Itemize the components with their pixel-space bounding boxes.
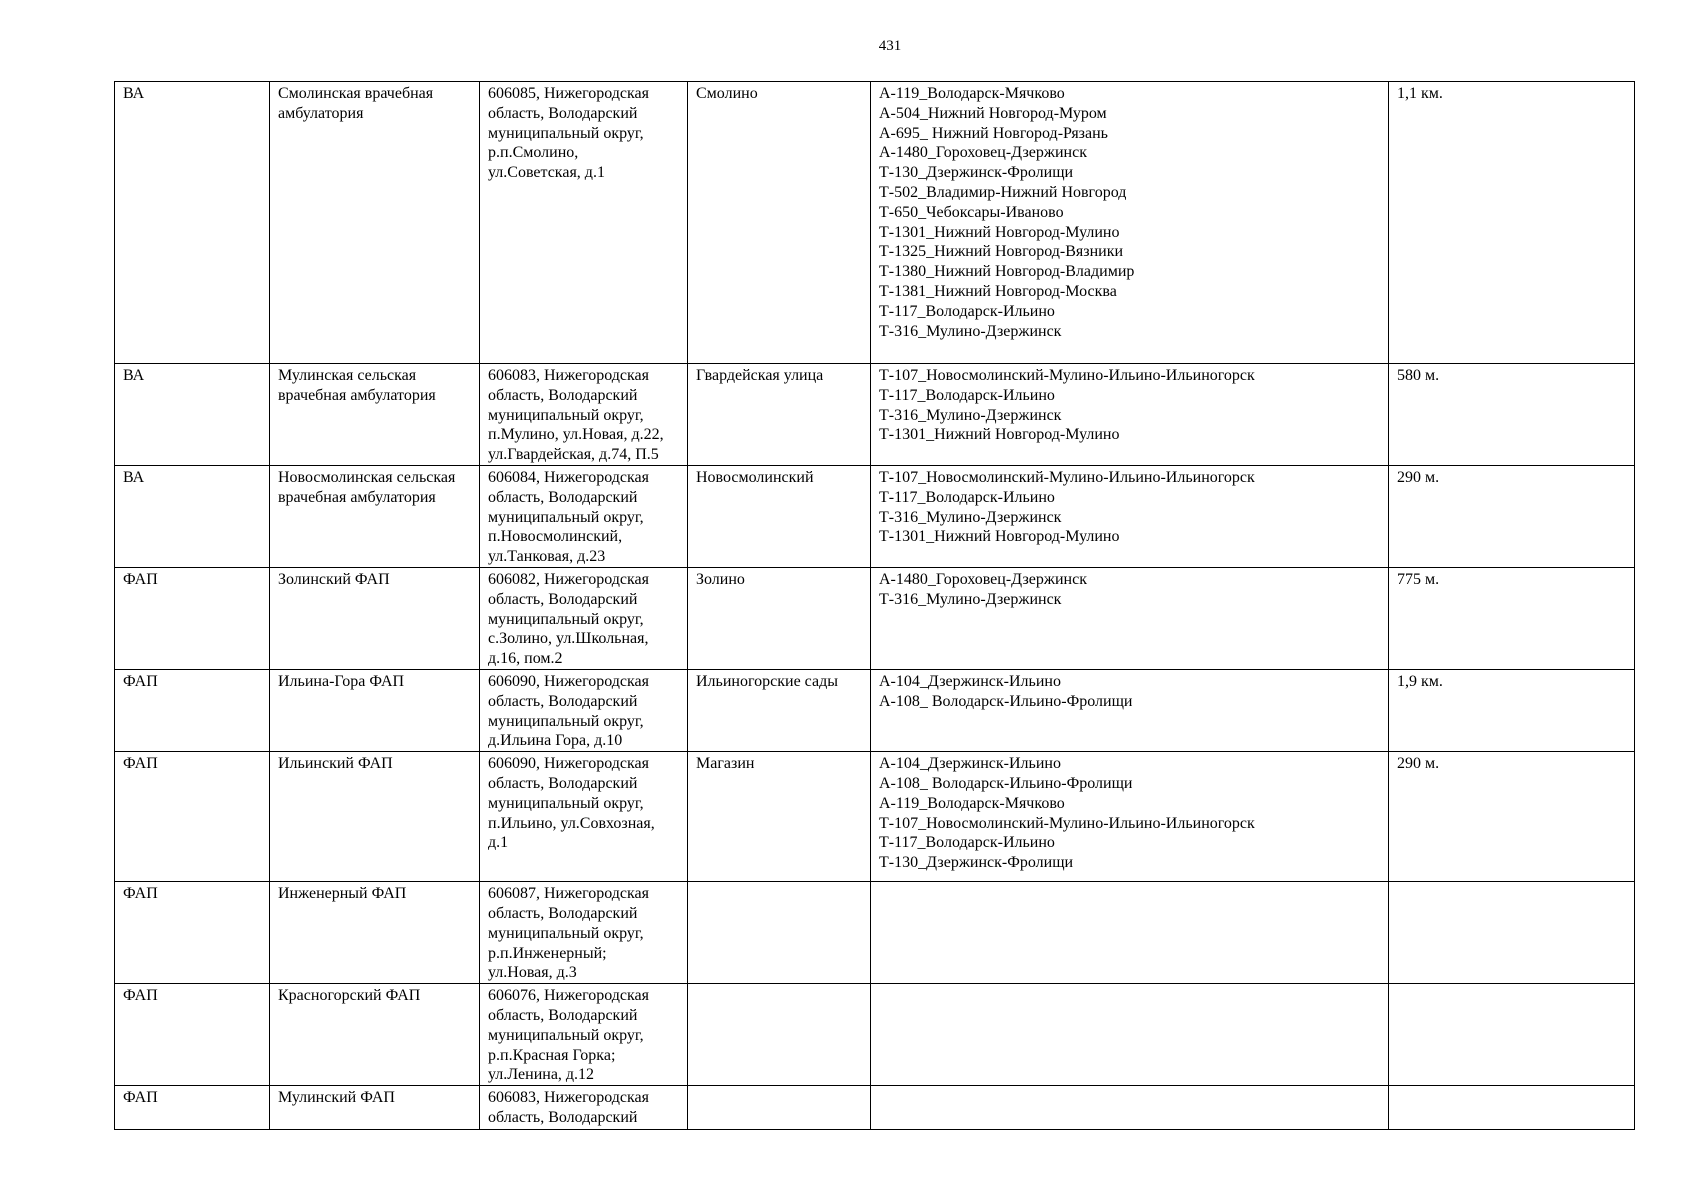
facility-type: ФАП <box>123 672 158 690</box>
facility-name-cell <box>270 752 480 882</box>
route-line: А-104_Дзержинск-Ильино <box>879 755 1061 773</box>
facility-type: ФАП <box>123 1089 158 1107</box>
bus-stop-name: Смолино <box>696 85 758 102</box>
address-line: п.Новосмолинский, <box>488 528 623 546</box>
route-line: Т-502_Владимир-Нижний Новгород <box>879 183 1127 201</box>
facility-type: ФАП <box>123 755 158 773</box>
distance-cell <box>1389 882 1635 984</box>
routes-cell <box>871 984 1389 1086</box>
distance-value: 775 м. <box>1397 570 1440 588</box>
facility-type: ФАП <box>123 885 158 903</box>
routes-cell <box>871 567 1389 669</box>
distance-cell <box>1389 82 1635 364</box>
facility-type-cell <box>115 752 270 882</box>
facility-name-line: Красногорский ФАП <box>278 987 421 1005</box>
address-line: муниципальный округ, <box>488 508 644 526</box>
address-line: с.Золино, ул.Школьная, <box>488 630 649 648</box>
distance-value: 1,1 км. <box>1397 85 1443 102</box>
bus-stop-name: Новосмолинский <box>696 468 814 486</box>
bus-stop-cell <box>688 1086 871 1130</box>
route-line: Т-117_Володарск-Ильино <box>879 302 1055 320</box>
table-row <box>115 752 1635 882</box>
facility-type-cell <box>115 567 270 669</box>
facility-name-line: Новосмолинская сельская <box>278 468 456 486</box>
facility-name-line: врачебная амбулатория <box>278 386 436 404</box>
table-row <box>115 82 1635 364</box>
facility-type-cell <box>115 669 270 751</box>
address-line: область, Володарский <box>488 488 638 506</box>
facility-name-line: Ильинский ФАП <box>278 755 393 773</box>
route-line: А-504_Нижний Новгород-Муром <box>879 104 1107 122</box>
address-line: 606090, Нижегородская <box>488 755 649 773</box>
bus-stop-cell <box>688 882 871 984</box>
facility-name-cell <box>270 465 480 567</box>
facility-address-cell <box>480 567 688 669</box>
routes-cell <box>871 1086 1389 1130</box>
route-line: А-119_Володарск-Мячково <box>879 85 1065 102</box>
bus-stop-cell <box>688 669 871 751</box>
address-line: 606090, Нижегородская <box>488 672 649 690</box>
address-line: муниципальный округ, <box>488 924 644 942</box>
facility-type: ФАП <box>123 987 158 1005</box>
route-line: Т-117_Володарск-Ильино <box>879 488 1055 506</box>
address-line: область, Володарский <box>488 774 638 792</box>
route-line: А-108_ Володарск-Ильино-Фролищи <box>879 692 1133 710</box>
routes-cell <box>871 465 1389 567</box>
distance-value: 290 м. <box>1397 468 1440 486</box>
facility-address-cell <box>480 1086 688 1130</box>
address-line: 606082, Нижегородская <box>488 570 649 588</box>
address-line: область, Володарский <box>488 1108 638 1126</box>
address-line: область, Володарский <box>488 386 638 404</box>
address-line: д.1 <box>488 834 509 852</box>
facility-type: ВА <box>123 468 145 486</box>
distance-value: 580 м. <box>1397 367 1440 384</box>
address-line: д.16, пом.2 <box>488 650 563 668</box>
facility-address-cell <box>480 82 688 364</box>
routes-cell <box>871 752 1389 882</box>
address-line: муниципальный округ, <box>488 712 644 730</box>
route-line: А-108_ Володарск-Ильино-Фролищи <box>879 774 1133 792</box>
address-line: область, Володарский <box>488 904 638 922</box>
bus-stop-cell <box>688 752 871 882</box>
facility-address-cell <box>480 669 688 751</box>
address-line: р.п.Красная Горка; <box>488 1046 616 1064</box>
facility-address-cell <box>480 465 688 567</box>
table-row <box>115 364 1635 466</box>
address-line: область, Володарский <box>488 590 638 608</box>
facility-address-cell <box>480 882 688 984</box>
route-line: Т-117_Володарск-Ильино <box>879 386 1055 404</box>
facility-type: ФАП <box>123 570 158 588</box>
page-number: 431 <box>878 38 902 54</box>
address-line: ул.Ленина, д.12 <box>488 1066 595 1084</box>
facility-type: ВА <box>123 367 145 384</box>
address-line: 606087, Нижегородская <box>488 885 649 903</box>
route-line: Т-107_Новосмолинский-Мулино-Ильино-Ильиногорск <box>879 468 1255 486</box>
route-line: Т-316_Мулино-Дзержинск <box>879 406 1062 424</box>
facility-type-cell <box>115 1086 270 1130</box>
route-line: Т-650_Чебоксары-Иваново <box>879 203 1064 221</box>
bus-stop-cell <box>688 984 871 1086</box>
routes-cell <box>871 82 1389 364</box>
address-line: 606083, Нижегородская <box>488 1089 649 1107</box>
facility-name-line: врачебная амбулатория <box>278 488 436 506</box>
route-line: Т-107_Новосмолинский-Мулино-Ильино-Ильиногорск <box>879 367 1255 384</box>
facility-name-line: Инженерный ФАП <box>278 885 407 903</box>
address-line: ул.Гвардейская, д.74, П.5 <box>488 446 659 464</box>
facility-type: ВА <box>123 85 145 102</box>
facility-name-cell <box>270 567 480 669</box>
bus-stop-cell <box>688 364 871 466</box>
address-line: 606076, Нижегородская <box>488 987 649 1005</box>
address-line: д.Ильина Гора, д.10 <box>488 732 623 750</box>
route-line: Т-1301_Нижний Новгород-Мулино <box>879 528 1120 546</box>
address-line: ул.Новая, д.3 <box>488 964 577 982</box>
route-line: Т-1325_Нижний Новгород-Вязники <box>879 243 1124 261</box>
facility-name-line: Мулинская сельская <box>278 367 417 384</box>
address-line: п.Мулино, ул.Новая, д.22, <box>488 426 664 444</box>
routes-cell <box>871 669 1389 751</box>
facility-name-line: Ильина-Гора ФАП <box>278 672 405 690</box>
bus-stop-cell <box>688 82 871 364</box>
route-line: А-1480_Гороховец-Дзержинск <box>879 570 1087 588</box>
facility-name-cell <box>270 364 480 466</box>
facilities-table <box>114 81 1635 1130</box>
table-row <box>115 882 1635 984</box>
distance-cell <box>1389 465 1635 567</box>
address-line: муниципальный округ, <box>488 1026 644 1044</box>
facility-type-cell <box>115 364 270 466</box>
address-line: область, Володарский <box>488 104 638 122</box>
facility-name-cell <box>270 1086 480 1130</box>
address-line: ул.Танковая, д.23 <box>488 548 606 566</box>
route-line: Т-130_Дзержинск-Фролищи <box>879 854 1074 872</box>
facility-name-cell <box>270 984 480 1086</box>
facility-type-cell <box>115 984 270 1086</box>
facility-name-cell <box>270 669 480 751</box>
address-line: 606085, Нижегородская <box>488 85 649 102</box>
address-line: область, Володарский <box>488 1006 638 1024</box>
table-row <box>115 465 1635 567</box>
facility-address-cell <box>480 984 688 1086</box>
bus-stop-name: Гвардейская улица <box>696 367 824 384</box>
facility-type-cell <box>115 82 270 364</box>
route-line: Т-117_Володарск-Ильино <box>879 834 1055 852</box>
facility-name-line: Смолинская врачебная <box>278 85 434 102</box>
facility-name-line: Мулинский ФАП <box>278 1089 395 1107</box>
routes-cell <box>871 364 1389 466</box>
address-line: 606084, Нижегородская <box>488 468 649 486</box>
bus-stop-name: Ильиногорские сады <box>696 672 838 690</box>
facility-type-cell <box>115 882 270 984</box>
distance-cell <box>1389 669 1635 751</box>
route-line: Т-130_Дзержинск-Фролищи <box>879 164 1074 182</box>
route-line: Т-107_Новосмолинский-Мулино-Ильино-Ильиногорск <box>879 814 1255 832</box>
routes-cell <box>871 882 1389 984</box>
address-line: п.Ильино, ул.Совхозная, <box>488 814 655 832</box>
route-line: Т-1301_Нижний Новгород-Мулино <box>879 426 1120 444</box>
facility-address-cell <box>480 364 688 466</box>
route-line: А-1480_Гороховец-Дзержинск <box>879 144 1087 162</box>
table-row <box>115 567 1635 669</box>
route-line: Т-316_Мулино-Дзержинск <box>879 590 1062 608</box>
route-line: Т-1381_Нижний Новгород-Москва <box>879 282 1117 300</box>
route-line: Т-1380_Нижний Новгород-Владимир <box>879 263 1135 281</box>
address-line: муниципальный округ, <box>488 794 644 812</box>
address-line: р.п.Смолино, <box>488 144 579 162</box>
facility-name-cell <box>270 82 480 364</box>
address-line: р.п.Инженерный; <box>488 944 607 962</box>
route-line: Т-316_Мулино-Дзержинск <box>879 322 1062 340</box>
bus-stop-cell <box>688 567 871 669</box>
address-line: 606083, Нижегородская <box>488 367 649 384</box>
distance-cell <box>1389 1086 1635 1130</box>
distance-cell <box>1389 752 1635 882</box>
distance-cell <box>1389 364 1635 466</box>
table-row <box>115 669 1635 751</box>
distance-cell <box>1389 567 1635 669</box>
table-row <box>115 984 1635 1086</box>
address-line: муниципальный округ, <box>488 124 644 142</box>
table-row <box>115 1086 1635 1130</box>
facility-type-cell <box>115 465 270 567</box>
bus-stop-cell <box>688 465 871 567</box>
address-line: ул.Советская, д.1 <box>488 164 605 182</box>
route-line: А-104_Дзержинск-Ильино <box>879 672 1061 690</box>
route-line: А-119_Володарск-Мячково <box>879 794 1065 812</box>
facility-name-line: Золинский ФАП <box>278 570 390 588</box>
facility-name-cell <box>270 882 480 984</box>
route-line: Т-316_Мулино-Дзержинск <box>879 508 1062 526</box>
route-line: А-695_ Нижний Новгород-Рязань <box>879 124 1108 142</box>
bus-stop-name: Золино <box>696 570 745 588</box>
route-line: Т-1301_Нижний Новгород-Мулино <box>879 223 1120 241</box>
table-body <box>115 82 1635 1130</box>
distance-value: 290 м. <box>1397 755 1440 773</box>
facility-name-line: амбулатория <box>278 104 364 122</box>
distance-value: 1,9 км. <box>1397 672 1443 690</box>
address-line: область, Володарский <box>488 692 638 710</box>
bus-stop-name: Магазин <box>696 755 755 773</box>
distance-cell <box>1389 984 1635 1086</box>
address-line: муниципальный округ, <box>488 406 644 424</box>
facility-address-cell <box>480 752 688 882</box>
address-line: муниципальный округ, <box>488 610 644 628</box>
